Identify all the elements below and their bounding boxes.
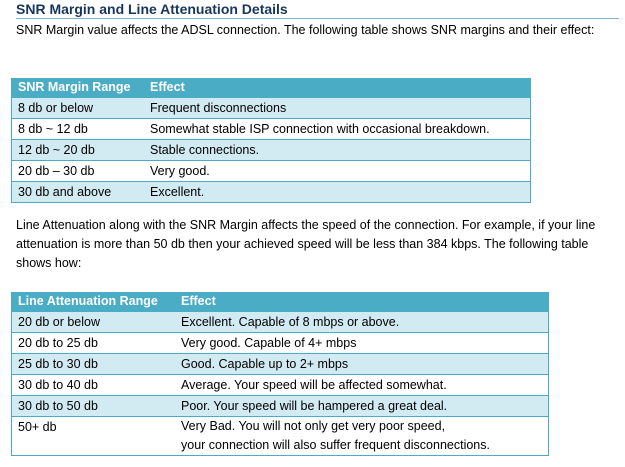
attenuation-effect-cell: Poor. Your speed will be hampered a great deal. (175, 396, 549, 417)
effect-line: Very Bad. You will not only get very poor speed, (181, 419, 446, 433)
snr-range-cell: 8 db ~ 12 db (12, 119, 145, 140)
attenuation-effect-cell: Very good. Capable of 4+ mbps (175, 333, 549, 354)
attenuation-range-cell: 50+ db (12, 417, 176, 456)
table-row (12, 140, 531, 161)
attenuation-header-range: Line Attenuation Range (12, 292, 176, 312)
table-row (12, 98, 531, 119)
snr-effect-cell: Frequent disconnections (144, 98, 531, 119)
snr-effect-cell: Stable connections. (144, 140, 531, 161)
snr-effect-cell: Very good. (144, 161, 531, 182)
table-row (12, 396, 549, 417)
line-attenuation-table (11, 292, 549, 456)
heading-underline (16, 18, 619, 19)
attenuation-header-effect: Effect (175, 292, 549, 312)
table-row (12, 375, 549, 396)
snr-range-cell: 30 db and above (12, 182, 145, 203)
table-row (12, 119, 531, 140)
table-row (12, 333, 549, 354)
attenuation-effect-cell: Average. Your speed will be affected somewhat. (175, 375, 549, 396)
table-row (12, 312, 549, 333)
effect-line: your connection will also suffer frequent disconnections. (181, 438, 490, 452)
attenuation-range-cell: 30 db to 50 db (12, 396, 176, 417)
table-row (12, 182, 531, 203)
attenuation-range-cell: 20 db to 25 db (12, 333, 176, 354)
attenuation-range-cell: 30 db to 40 db (12, 375, 176, 396)
table-row (12, 161, 531, 182)
snr-header-range: SNR Margin Range (12, 78, 145, 98)
table-row (12, 417, 549, 456)
intro-paragraph: SNR Margin value affects the ADSL connection. The following table shows SNR margins and their effect: (16, 23, 595, 37)
snr-range-cell: 8 db or below (12, 98, 145, 119)
snr-range-cell: 20 db – 30 db (12, 161, 145, 182)
attenuation-table-header-row (12, 292, 549, 312)
attenuation-effect-cell (175, 417, 549, 456)
attenuation-paragraph: Line Attenuation along with the SNR Margin affects the speed of the connection. For example, if your line attenuation is more than 50 db then your achieved speed will be less than 384 kbps. The following table shows how: (16, 218, 596, 270)
snr-margin-table (11, 78, 531, 203)
table-row (12, 354, 549, 375)
attenuation-effect-cell: Good. Capable up to 2+ mbps (175, 354, 549, 375)
attenuation-range-cell: 25 db to 30 db (12, 354, 176, 375)
section-heading: SNR Margin and Line Attenuation Details (16, 1, 288, 17)
attenuation-range-cell: 20 db or below (12, 312, 176, 333)
snr-table-header-row (12, 78, 531, 98)
snr-range-cell: 12 db ~ 20 db (12, 140, 145, 161)
attenuation-effect-cell: Excellent. Capable of 8 mbps or above. (175, 312, 549, 333)
snr-effect-cell: Excellent. (144, 182, 531, 203)
snr-header-effect: Effect (144, 78, 531, 98)
snr-effect-cell: Somewhat stable ISP connection with occasional breakdown. (144, 119, 531, 140)
